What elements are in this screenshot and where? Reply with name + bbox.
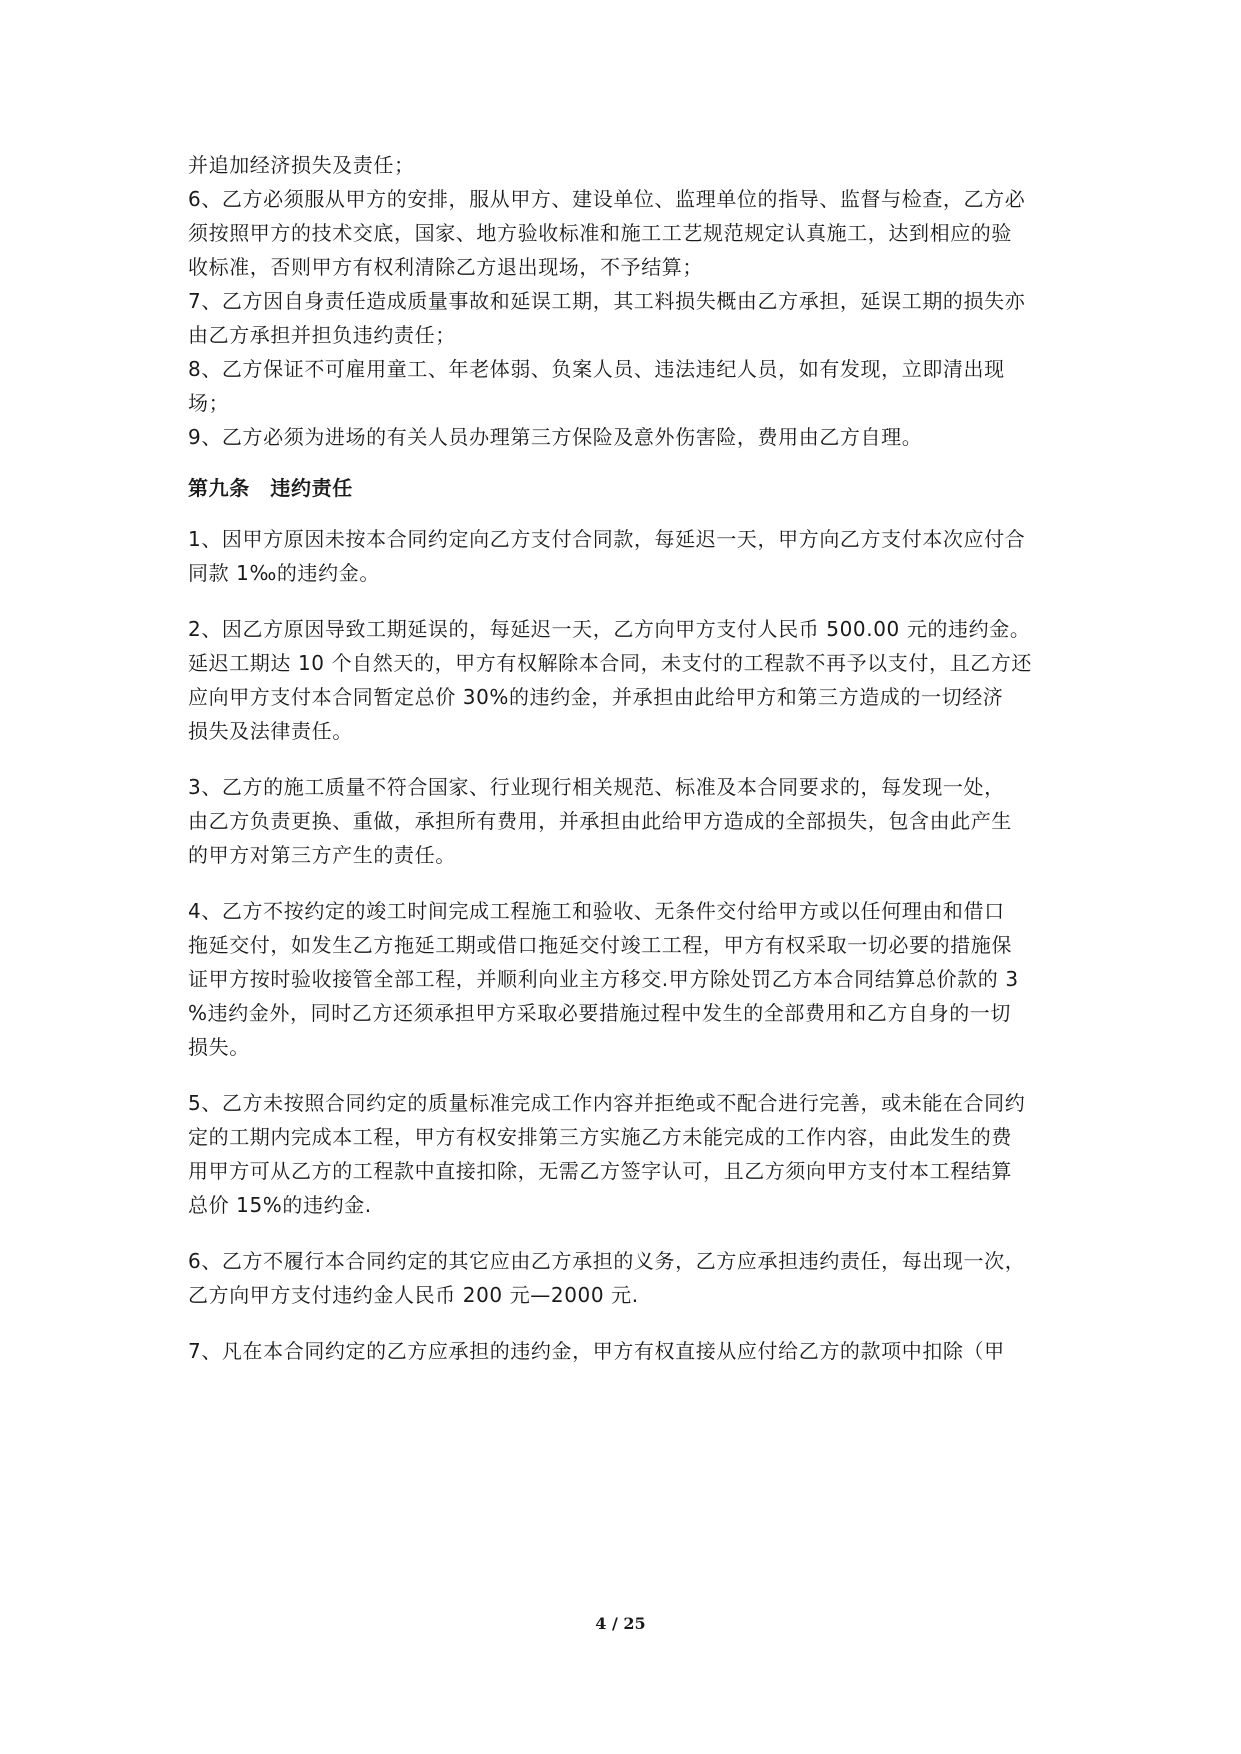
text-line: 证甲方按时验收接管全部工程，并顺利向业主方移交.甲方除处罚乙方本合同结算总价款的 3 bbox=[188, 967, 1019, 991]
text-line: %违约金外，同时乙方还须承担甲方采取必要措施过程中发生的全部费用和乙方自身的一切 bbox=[188, 1001, 1012, 1025]
text-line: 的甲方对第三方产生的责任。 bbox=[188, 843, 456, 867]
text-line: 5、乙方未按照合同约定的质量标准完成工作内容并拒绝或不配合进行完善，或未能在合同约 bbox=[188, 1091, 1026, 1115]
text-line: 拖延交付，如发生乙方拖延工期或借口拖延交付竣工工程，甲方有权采取一切必要的措施保 bbox=[188, 933, 1012, 957]
text-line: 4、乙方不按约定的竣工时间完成工程施工和验收、无条件交付给甲方或以任何理由和借口 bbox=[188, 899, 1005, 923]
text-line: 须按照甲方的技术交底，国家、地方验收标准和施工工艺规范规定认真施工，达到相应的验 bbox=[188, 221, 1012, 245]
text-line: 定的工期内完成本工程，甲方有权安排第三方实施乙方未能完成的工作内容，由此发生的费 bbox=[188, 1125, 1012, 1149]
text-line: 同款 1‰的违约金。 bbox=[188, 561, 380, 585]
text-line: 损失。 bbox=[188, 1035, 250, 1059]
text-line: 6、乙方必须服从甲方的安排，服从甲方、建设单位、监理单位的指导、监督与检查，乙方必 bbox=[188, 187, 1026, 211]
text-line: 应向甲方支付本合同暂定总价 30%的违约金，并承担由此给甲方和第三方造成的一切经济 bbox=[188, 685, 1004, 709]
text-line: 9、乙方必须为进场的有关人员办理第三方保险及意外伤害险，费用由乙方自理。 bbox=[188, 425, 923, 449]
page-number: 4 / 25 bbox=[595, 1614, 646, 1633]
text-line: 总价 15%的违约金. bbox=[188, 1193, 372, 1217]
text-line: 由乙方承担并担负违约责任； bbox=[188, 323, 456, 347]
text-line: 用甲方可从乙方的工程款中直接扣除，无需乙方签字认可，且乙方须向甲方支付本工程结算 bbox=[188, 1159, 1012, 1183]
text-line: 场； bbox=[188, 391, 230, 415]
text-line: 7、凡在本合同约定的乙方应承担的违约金，甲方有权直接从应付给乙方的款项中扣除（甲 bbox=[188, 1339, 1005, 1363]
text-line: 1、因甲方原因未按本合同约定向乙方支付合同款，每延迟一天，甲方向乙方支付本次应付合 bbox=[188, 527, 1026, 551]
text-line: 延迟工期达 10 个自然天的，甲方有权解除本合同，未支付的工程款不再予以支付，且乙方还 bbox=[188, 651, 1032, 675]
text-line: 3、乙方的施工质量不符合国家、行业现行相关规范、标准及本合同要求的，每发现一处， bbox=[188, 775, 1005, 799]
section-heading: 第九条 违约责任 bbox=[188, 476, 353, 500]
text-line: 并追加经济损失及责任； bbox=[188, 153, 415, 177]
text-line: 6、乙方不履行本合同约定的其它应由乙方承担的义务，乙方应承担违约责任，每出现一次， bbox=[188, 1249, 1026, 1273]
text-line: 2、因乙方原因导致工期延误的，每延迟一天，乙方向甲方支付人民币 500.00 元的违约金。 bbox=[188, 617, 1031, 641]
document-body bbox=[188, 148, 1068, 1368]
text-line: 乙方向甲方支付违约金人民币 200 元—2000 元. bbox=[188, 1283, 639, 1307]
text-line: 7、乙方因自身责任造成质量事故和延误工期，其工料损失概由乙方承担，延误工期的损失亦 bbox=[188, 289, 1026, 313]
text-line: 收标准，否则甲方有权利清除乙方退出现场，不予结算； bbox=[188, 255, 703, 279]
text-line: 8、乙方保证不可雇用童工、年老体弱、负案人员、违法违纪人员，如有发现，立即清出现 bbox=[188, 357, 1005, 381]
text-line: 损失及法律责任。 bbox=[188, 719, 353, 743]
text-line: 由乙方负责更换、重做，承担所有费用，并承担由此给甲方造成的全部损失，包含由此产生 bbox=[188, 809, 1012, 833]
